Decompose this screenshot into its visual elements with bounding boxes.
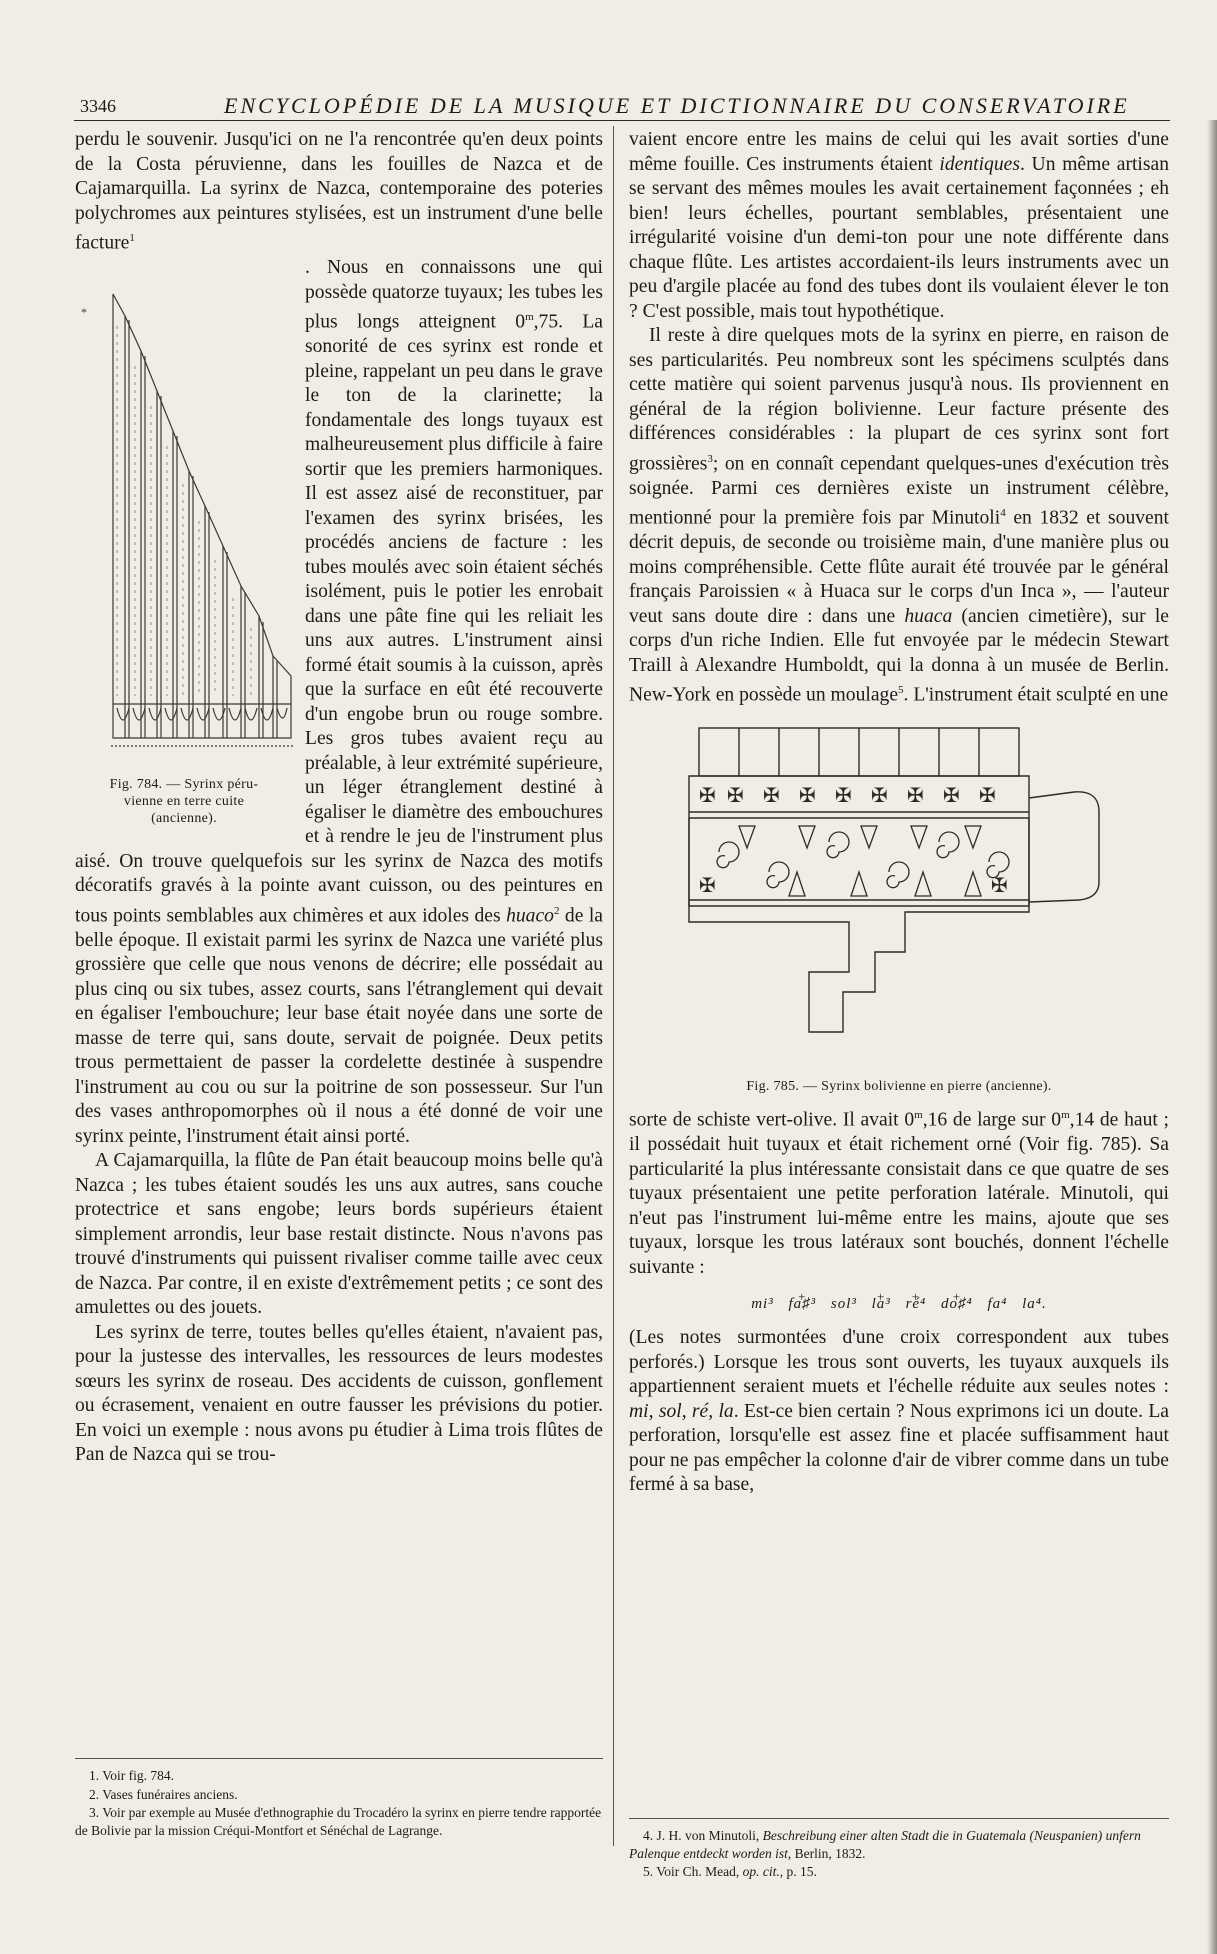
footnote-ref: 3 (707, 452, 713, 465)
scale-note: sol³ (830, 1296, 857, 1313)
svg-text:✠: ✠ (799, 783, 816, 808)
syrinx-shading (117, 326, 251, 696)
scale-note: + la³ (872, 1296, 891, 1312)
handle (1029, 792, 1099, 902)
footnotes-right (629, 1818, 1169, 1882)
right-column (629, 128, 1169, 1848)
footnote-ref: 2 (553, 904, 560, 917)
scale-note: mi³ (751, 1296, 774, 1313)
footnote-4: 4. J. H. von Minutoli, Beschreibung einer alten Stadt die in Guatemala (Neuspanien) unfern Palenque entdeckt worden ist, Berlin, 1832. (629, 1828, 1141, 1861)
svg-text:*: * (81, 305, 87, 320)
figure-784-caption: Fig. 784. — Syrinx péru- vienne en terre cuite (ancienne). (109, 777, 259, 827)
note-scale (629, 1286, 1169, 1322)
svg-text:✠: ✠ (907, 783, 924, 808)
scale-note: + fa♯³ (788, 1296, 816, 1312)
svg-text:✠: ✠ (943, 783, 960, 808)
footnotes-left (75, 1758, 603, 1840)
figure-785 (629, 722, 1169, 1095)
scale-note: fa⁴ (987, 1296, 1008, 1313)
svg-text:✠: ✠ (699, 783, 716, 808)
svg-text:✠: ✠ (835, 783, 852, 808)
footnote-ref: 4 (1000, 507, 1006, 520)
page-number: 3346 (80, 96, 116, 116)
right-paragraph-3: sorte de schiste vert-olive. Il avait 0$^m$,16 de large sur 0$^m$,14 de haut ; il possédait huit tuyaux et était richement orné (Voir fig. 785). Sa particularité la plus intéressante consistait dans ce que quatre de ses tuyaux présentaient une petite perforation latérale. Minutoli, qui n'eut pas l'instrument lui-même entre les mains, ajoute que ses tuyaux, lorsque les trous latéraux sont bouchés, donnent l'échelle suivante : (629, 1109, 1169, 1278)
right-paragraph-2: Il reste à dire quelques mots de la syrinx en pierre, en raison de ses particularités. Peu nombreux sont les spécimens sculptés dans cette matière qui soient parvenus jusqu'à nous. Ils proviennent en général de la région bolivienne. Leur facture présente des différences considérables : la plupart de ces syrinx sont fort grossières$^3$; on en connaît cependant quelques-unes d'exécution très soignée. Parmi ces dernières existe un instrument célèbre, mentionné pour la première fois par Minutoli$^4$ en 1832 et souvent décrit depuis, de seconde ou troisième main, d'une manière plus ou moins compréhensible. Cette flûte aurait été trouvée par le général français Paroissien « à Huaca sur le corps d'un Inca », — l'auteur veut sans doute dire : dans une huaca (ancien cimetière), sur le corps d'un riche Indien. Elle fut envoyée par le médecin Stewart Traill à Alexandre Humboldt, qui la donna à un musée de Berlin. New-York en possède un moulage$^5$. L'instrument était sculpté en une (629, 325, 1169, 706)
page-header (74, 93, 1170, 121)
left-paragraph-1-cont: . Nous en connaissons une qui possède quatorze tuyaux; les tubes les plus longs atteignent 0$^m$,75. La sonorité de ces syrinx est ronde et pleine, rappelant un peu dans le grave le ton de la clarinette; la fondamentale des longs tuyaux est malheureusement plus difficile à faire sortir que les premiers harmoniques. Il est assez aisé de reconstituer, par l'examen des syrinx brisées, les procédés anciens de facture : les tubes moulés avec soin étaient séchés isolément, puis le potier les enrobait dans une pâte fine qui les reliait les uns aux autres. L'instrument ainsi formé était soumis à la cuisson, après que la surface en eût été recouverte d'un engobe brun ou rouge sombre. Les gros tubes avaient reçu au préalable, à leur extrémité supérieure, un léger étranglement destiné à égaliser le diamètre des embouchures et à rendre le jeu de l'instrument plus aisé. On trouve quelquefois sur les syrinx de Nazca des motifs décoratifs gravés à la pointe avant cuisson, ou des peintures en tous points semblables aux chimères et aux idoles des huaco$^2$ de la belle époque. Il existait parmi les syrinx de Nazca une variété plus grossière que celle que nous venons de décrire; elle possédait au plus cinq ou six tubes, assez courts, sans l'étranglement qui devait en égaliser l'embouchure; leur base était noyée dans une sorte de masse de terre qui, sans doute, servait de poignée. Deux petits trous permettaient de passer la cordelette destinée à suspendre l'instrument au cou ou sur la poitrine de son possesseur. Sur l'un des vases anthropomorphes où il nous a été donné de voir une syrinx peinte, l'instrument était ainsi porté. (75, 257, 604, 1147)
left-paragraph-3: Les syrinx de terre, toutes belles qu'elles étaient, n'avaient pas, pour la justesse des intervalles, les ressources de leurs modestes sœurs les syrinx de roseau. Des accidents de cuisson, gonflement ou écrasement, venaient en outre fausser les prévisions du potier. En voici un exemple : nous avons pu étudier à Lima trois flûtes de Pan de Nazca qui se trou- (75, 1321, 603, 1466)
page-edge-shadow (1207, 120, 1217, 1954)
body-outline (689, 776, 1029, 1032)
svg-text:✠: ✠ (727, 783, 744, 808)
left-paragraph-2: A Cajamarquilla, la flûte de Pan était beaucoup moins belle qu'à Nazca ; les tubes étaient soudés les uns aux autres, sans couche protectrice et sans engobe; leurs bords supérieurs étaient simplement arrondis, leur base restait distincte. Nous n'avons pas trouvé d'instruments qui puissent rivaliser comme taille avec ceux de Nazca. Par contre, il en existe d'extrêmement petits ; ce sont des amulettes ou des jouets. (75, 1150, 603, 1319)
footnote-ref: 1 (129, 232, 135, 244)
stone-syrinx-illustration-785 (679, 722, 1119, 1072)
figure-784 (73, 256, 295, 838)
svg-text:✠: ✠ (763, 783, 780, 808)
svg-text:✠: ✠ (871, 783, 888, 808)
left-paragraph-1: perdu le souvenir. Jusqu'ici on ne l'a rencontrée qu'en deux points de la Costa péruvienne, dans les fouilles de Nazca et de Cajamarquilla. La syrinx de Nazca, contemporaine des poteries polychromes aux peintures stylisées, est un instrument d'une belle facture$^1$ (75, 129, 603, 254)
right-paragraph-1: vaient encore entre les mains de celui qui les avait sorties d'une même fouille. Ces instruments étaient identiques. Un même artisan se servant des mêmes moules les avait certainement façonnées ; eh bien! leurs échelles, pourtant semblables, présentaient une irrégularité voisine d'un demi-ton pour une note différente dans chaque flûte. Les artistes accordaient-ils leurs instruments avec un peu d'argile placée au fond des tubes dont ils voulaient élever le ton ? C'est possible, mais tout hypothétique. (629, 129, 1169, 322)
running-title: ENCYCLOPÉDIE DE LA MUSIQUE ET DICTIONNAIRE DU CONSERVATOIRE (224, 93, 1130, 118)
left-column (75, 128, 603, 1743)
footnote-2: 2. Vases funéraires anciens. (89, 1786, 238, 1802)
column-divider (613, 126, 614, 1846)
scale-note: + do♯⁴ (941, 1296, 973, 1312)
scale-note: la⁴. (1022, 1296, 1047, 1313)
footnote-3: 3. Voir par exemple au Musée d'ethnographie du Trocadéro la syrinx en pierre tendre rapportée de Bolivie par la mission Créqui-Montfort et Sénéchal de Lagrange. (75, 1805, 602, 1838)
spiral-motifs (717, 826, 1009, 896)
cross-motifs (699, 783, 1008, 897)
right-paragraph-4: (Les notes surmontées d'une croix correspondent aux tubes perforés.) Lorsque les trous sont ouverts, les tuyaux auxquels ils appartiennent seraient muets et l'échelle réduite aux seules notes : mi, sol, ré, la. Est-ce bien certain ? Nous exprimons ici un doute. La perforation, lorsqu'elle est assez fine et placée suffisamment haut pour ne pas empêcher la colonne d'air de vibrer comme dans un tube fermé à sa base, (629, 1327, 1169, 1496)
figure-785-caption: Fig. 785. — Syrinx bolivienne en pierre (ancienne). (746, 1079, 1052, 1095)
footnote-5: 5. Voir Ch. Mead, op. cit., p. 15. (643, 1864, 817, 1879)
svg-text:✠: ✠ (991, 873, 1008, 898)
scale-note: + ré⁴ (906, 1296, 927, 1312)
syrinx-tubes (111, 294, 293, 746)
svg-text:✠: ✠ (979, 783, 996, 808)
svg-text:✠: ✠ (699, 873, 716, 898)
syrinx-illustration-784 (73, 256, 295, 776)
footnote-ref: 5 (898, 684, 904, 697)
footnote-1: 1. Voir fig. 784. (89, 1768, 175, 1783)
